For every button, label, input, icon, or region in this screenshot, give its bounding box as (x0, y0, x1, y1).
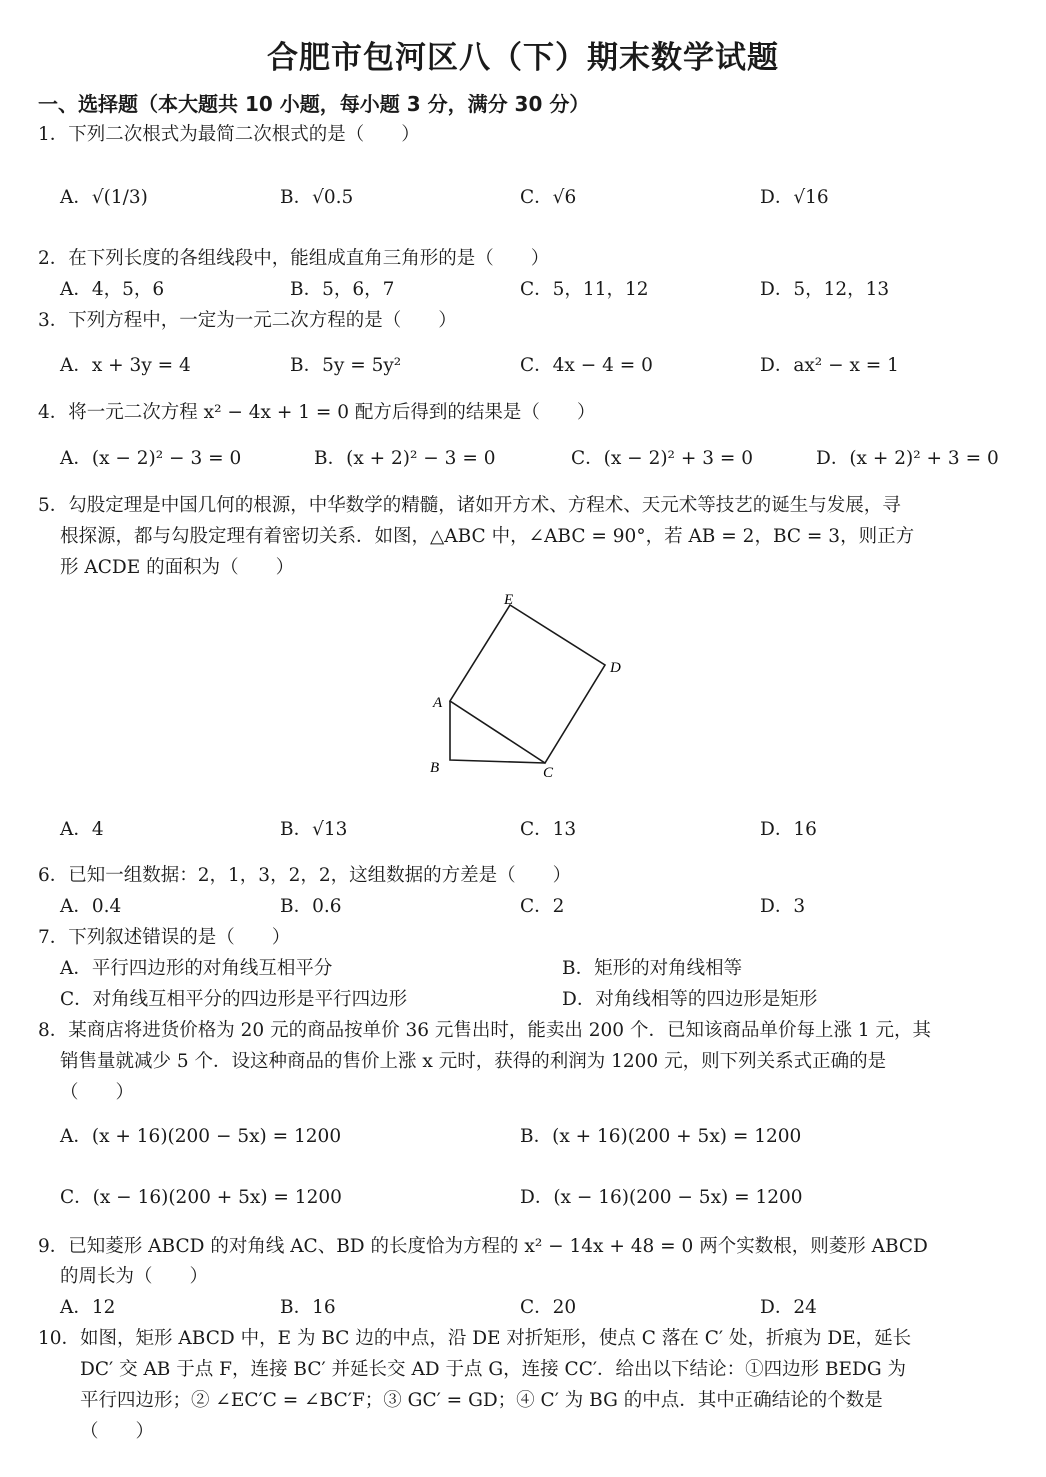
q1-option-d: D．√16 (760, 187, 829, 208)
q7-option-d: D．对角线相等的四边形是矩形 (562, 989, 818, 1010)
q8-option-b: B．(x + 16)(200 + 5x) = 1200 (520, 1126, 802, 1147)
question-4-stem: 4．将一元二次方程 x² − 4x + 1 = 0 配方后得到的结果是（ ） (38, 402, 596, 423)
page-title: 合肥市包河区八（下）期末数学试题 (267, 40, 779, 76)
question-9-line-2: 的周长为（ ） (60, 1266, 209, 1287)
q9-option-a: A．12 (60, 1297, 116, 1318)
q2-option-a: A．4，5，6 (60, 279, 165, 300)
q8-option-c: C．(x − 16)(200 + 5x) = 1200 (60, 1187, 342, 1208)
q3-option-d: D．ax² − x = 1 (760, 355, 899, 376)
q4-option-b: B．(x + 2)² − 3 = 0 (314, 448, 496, 469)
q6-option-c: C．2 (520, 896, 565, 917)
q1-option-c: C．√6 (520, 187, 577, 208)
q7-option-c: C．对角线互相平分的四边形是平行四边形 (60, 989, 408, 1010)
q2-option-c: C．5，11，12 (520, 279, 649, 300)
q2-option-d: D．5，12，13 (760, 279, 890, 300)
q5-option-d: D．16 (760, 819, 817, 840)
question-1-stem: 1．下列二次根式为最简二次根式的是（ ） (38, 124, 420, 145)
q6-option-b: B．0.6 (280, 896, 342, 917)
label-a: A (433, 695, 443, 711)
q3-option-a: A．x + 3y = 4 (60, 355, 191, 376)
label-e: E (504, 592, 514, 608)
label-d: D (610, 660, 621, 676)
q6-option-a: A．0.4 (60, 896, 122, 917)
q5-option-b: B．√13 (280, 819, 348, 840)
q5-option-a: A．4 (60, 819, 104, 840)
q1-option-b: B．√0.5 (280, 187, 354, 208)
question-8-line-2: 销售量就减少 5 个．设这种商品的售价上涨 x 元时，获得的利润为 1200 元，则下列关系式正确的是 (60, 1051, 887, 1072)
q6-option-d: D．3 (760, 896, 806, 917)
q5-square-figure (420, 585, 640, 785)
question-8-line-1: 8．某商店将进货价格为 20 元的商品按单价 36 元售出时，能卖出 200 个．已知该商品单价每上涨 1 元，其 (38, 1020, 931, 1041)
question-10-line-4: （ ） (80, 1421, 155, 1442)
q4-option-d: D．(x + 2)² + 3 = 0 (816, 448, 999, 469)
q5-option-c: C．13 (520, 819, 577, 840)
question-5-line-1: 5．勾股定理是中国几何的根源，中华数学的精髓，诸如开方术、方程术、天元术等技艺的诞生与发展，寻 (38, 495, 901, 516)
q2-option-b: B．5，6，7 (290, 279, 395, 300)
question-8-line-3: （ ） (60, 1082, 135, 1103)
question-6-stem: 6．已知一组数据：2，1，3，2，2，这组数据的方差是（ ） (38, 865, 572, 886)
q9-option-b: B．16 (280, 1297, 336, 1318)
question-5-line-2: 根探源，都与勾股定理有着密切关系．如图，△ABC 中，∠ABC = 90°，若 AB = 2，BC = 3，则正方 (60, 526, 915, 547)
label-b: B (430, 760, 440, 776)
q4-option-c: C．(x − 2)² + 3 = 0 (571, 448, 754, 469)
question-2-stem: 2．在下列长度的各组线段中，能组成直角三角形的是（ ） (38, 248, 550, 269)
question-7-stem: 7．下列叙述错误的是（ ） (38, 927, 291, 948)
question-10-line-3: 平行四边形；② ∠EC′C = ∠BC′F；③ GC′ = GD；④ C′ 为 BG 的中点．其中正确结论的个数是 (80, 1390, 883, 1411)
q4-option-a: A．(x − 2)² − 3 = 0 (60, 448, 242, 469)
question-3-stem: 3．下列方程中，一定为一元二次方程的是（ ） (38, 310, 457, 331)
question-9-line-1: 9．已知菱形 ABCD 的对角线 AC、BD 的长度恰为方程的 x² − 14x + 48 = 0 两个实数根，则菱形 ABCD (38, 1236, 928, 1257)
q7-option-b: B．矩形的对角线相等 (562, 958, 743, 979)
q3-option-c: C．4x − 4 = 0 (520, 355, 653, 376)
label-c: C (543, 765, 554, 781)
q8-option-d: D．(x − 16)(200 − 5x) = 1200 (520, 1187, 803, 1208)
section-heading: 一、选择题（本大题共 10 小题，每小题 3 分，满分 30 分） (38, 92, 590, 116)
q9-option-d: D．24 (760, 1297, 817, 1318)
question-10-line-1: 10．如图，矩形 ABCD 中，E 为 BC 边的中点，沿 DE 对折矩形，使点 C 落在 C′ 处，折痕为 DE，延长 (38, 1328, 912, 1349)
square-acde (450, 605, 605, 763)
q7-option-a: A．平行四边形的对角线互相平分 (60, 958, 333, 979)
q1-option-a: A．√(1/3) (60, 187, 148, 208)
q8-option-a: A．(x + 16)(200 − 5x) = 1200 (60, 1126, 342, 1147)
q9-option-c: C．20 (520, 1297, 577, 1318)
question-5-line-3: 形 ACDE 的面积为（ ） (60, 557, 295, 578)
q3-option-b: B．5y = 5y² (290, 355, 402, 376)
question-10-line-2: DC′ 交 AB 于点 F，连接 BC′ 并延长交 AD 于点 G，连接 CC′．给出以下结论：①四边形 BEDG 为 (80, 1359, 907, 1380)
